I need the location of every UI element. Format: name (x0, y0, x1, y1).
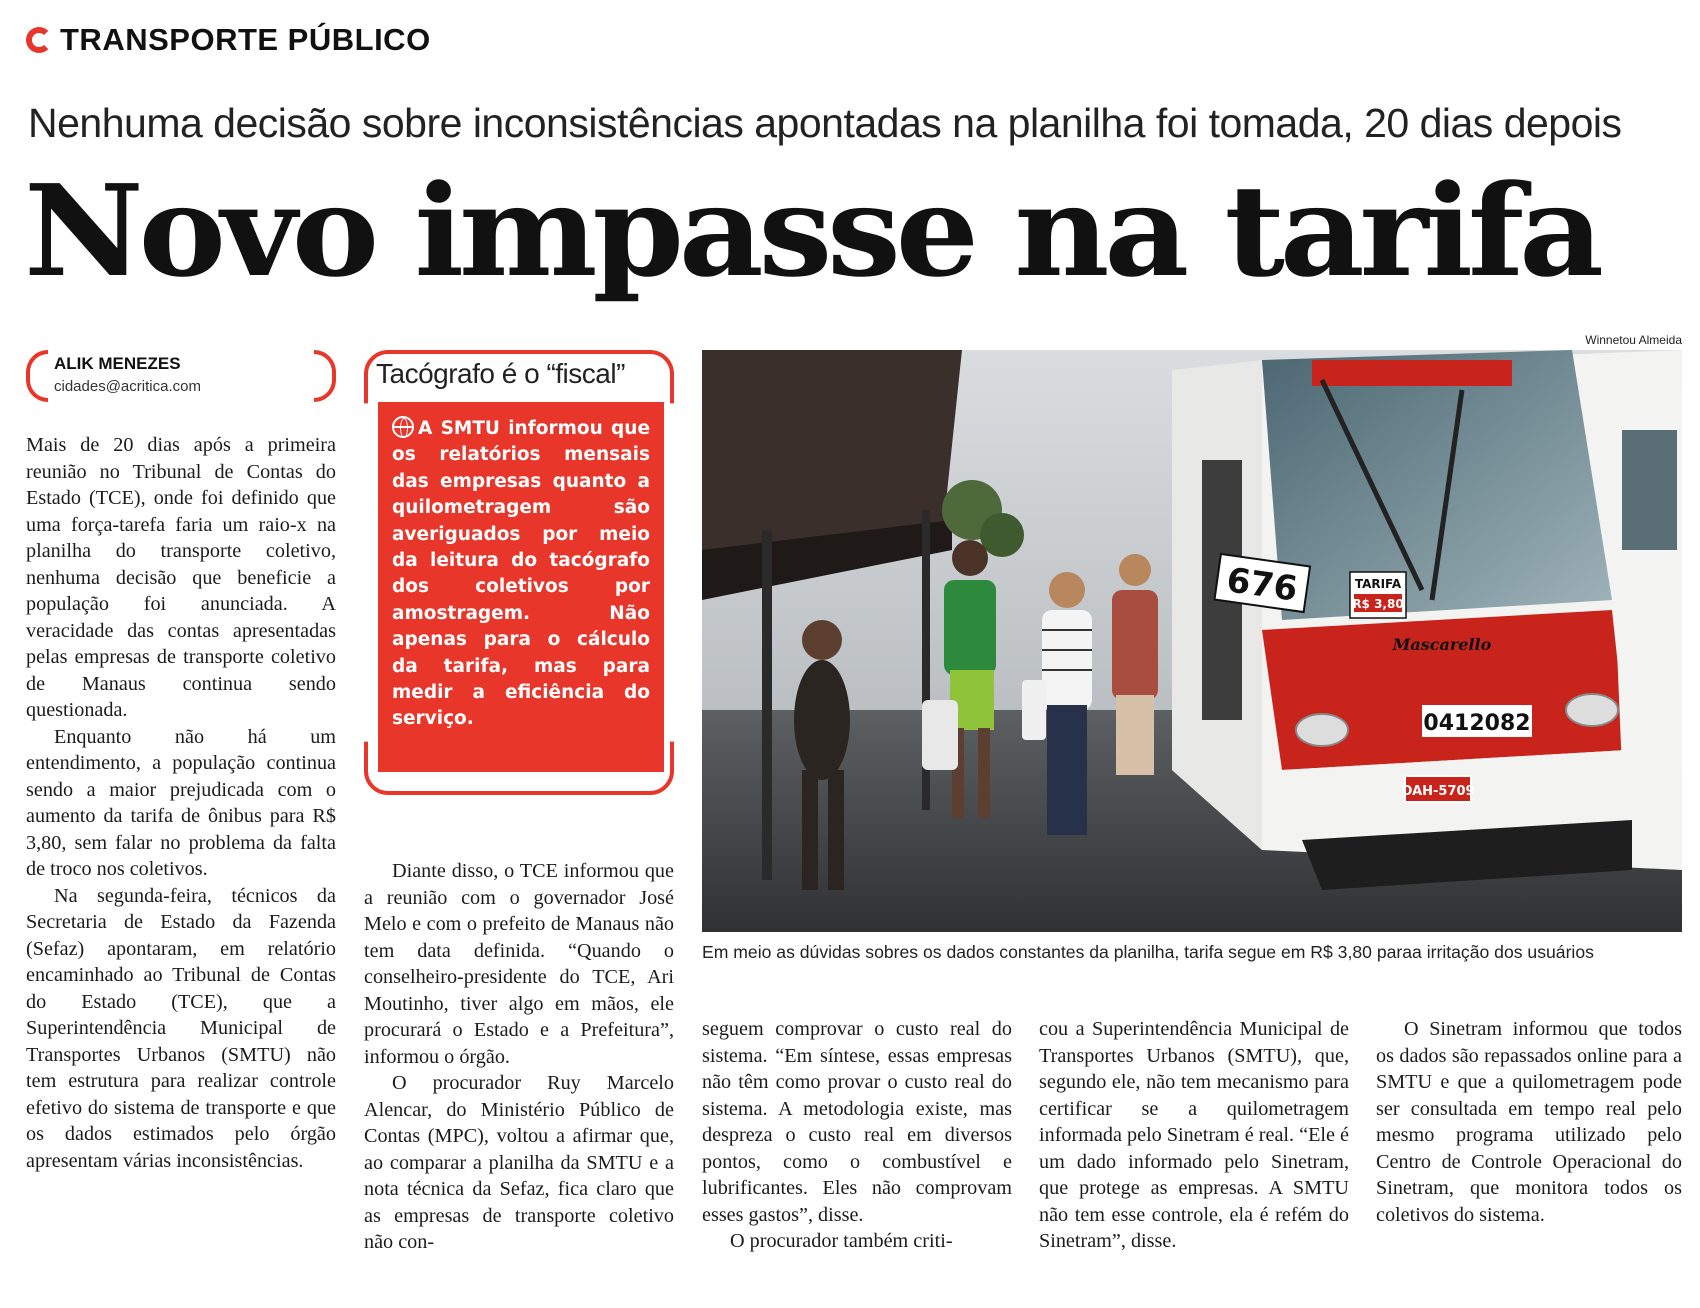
section-logo-icon (26, 27, 52, 53)
sidebar-content (378, 402, 664, 772)
paragraph: O Sinetram informou que todos os dados são repassados online para a SMTU e que a quilometragem pode ser consultada em tempo real pelo mesmo programa utilizado pelo Centro de Controle Operacional do Sinetram, que monitora todos os coletivos do sistema. (1376, 1018, 1682, 1226)
bus-brand: Mascarello (1392, 635, 1492, 654)
paragraph: O procurador também criti- (730, 1230, 953, 1252)
sidebar-text-block (392, 416, 650, 733)
paragraph: Na segunda-feira, técnicos da Secretaria de Estado da Fazenda (Sefaz) apontaram, em relatório encaminhado ao Tribunal de Contas do Estado (TCE), que a Superintendência Municipal de Transportes Urbanos (SMTU) não tem estrutura para realizar controle efetivo do sistema de transporte e que os dados estimados pelo órgão apresentam várias inconsistências. (26, 884, 336, 1172)
article-column-4 (1039, 1016, 1349, 1255)
sidebar-text: A SMTU informou que os relatórios mensais das empresas quanto a quilometragem são averiguados por meio da leitura do tacógrafo dos coletivos por amostragem. Não apenas para o cálculo da tarifa, mas para medir a eficiência do serviço. (392, 418, 650, 730)
bus-fare: R$ 3,80 (1352, 597, 1404, 611)
byline-email[interactable]: cidades@acritica.com (54, 378, 201, 395)
byline-bracket-left (26, 350, 48, 402)
byline-author: ALIK MENEZES (54, 354, 181, 373)
paragraph: O procurador Ruy Marcelo Alencar, do Ministério Público de Contas (MPC), voltou a afirmar que, ao comparar a planilha da SMTU e a nota técnica da Sefaz, fica claro que as empresas de transporte coletivo não con- (364, 1072, 674, 1253)
paragraph: seguem comprovar o custo real do sistema. “Em síntese, essas empresas não têm como provar o custo real do sistema. A metodologia existe, mas despreza o custo real em diversos pontos, como o combustível e lubrificantes. Eles não comprovam esses gastos”, disse. (702, 1018, 1012, 1226)
article-column-1 (26, 432, 336, 1174)
article-column-2 (364, 858, 674, 1256)
globe-icon (392, 416, 414, 438)
bus-fare-label: TARIFA (1354, 577, 1402, 591)
paragraph: Mais de 20 dias após a primeira reunião no Tribunal de Contas do Estado (TCE), onde foi definido que uma força-tarefa faria um raio-x na planilha do transporte coletivo, nenhuma decisão que beneficie a população foi anunciada. A veracidade das contas apresentadas pelas empresas de transporte coletivo de Manaus continua sendo questionada. (26, 434, 336, 721)
bus-fleet-number: 0412082 (1423, 711, 1531, 736)
photo-credit: Winnetou Almeida (1585, 333, 1682, 347)
byline-bracket-right (314, 350, 336, 402)
headline: Novo impasse na tarifa (24, 157, 1599, 305)
section-title: TRANSPORTE PÚBLICO (60, 22, 431, 57)
bus-photo-illustration (702, 350, 1682, 932)
bus-plate: OAH-5709 (1401, 784, 1475, 799)
paragraph: Enquanto não há um entendimento, a população continua sendo a maior prejudicada com o aumento da tarifa de ônibus para R$ 3,80, sem falar no problema da falta de troco nos coletivos. (26, 725, 336, 880)
article-column-5 (1376, 1016, 1682, 1228)
sidebar-box (364, 350, 674, 795)
article-column-3 (702, 1016, 1012, 1255)
byline (26, 350, 336, 402)
sidebar-title: Tacógrafo é o “fiscal” (376, 358, 631, 390)
paragraph: Diante disso, o TCE informou que a reunião com o governador José Melo e com o prefeito de Manaus não tem data definida. “Quando o conselheiro-presidente do TCE, Ari Moutinho, tiver algo em mãos, ele procurará o Estado e a Prefeitura”, informou o órgão. (364, 860, 674, 1068)
bus-number: 676 (1224, 560, 1300, 610)
deck: Nenhuma decisão sobre inconsistências apontadas na planilha foi tomada, 20 dias depois (28, 100, 1622, 146)
section-header (26, 22, 431, 58)
bus-photo (702, 350, 1682, 932)
paragraph: cou a Superintendência Municipal de Transportes Urbanos (SMTU), que, segundo ele, não tem mecanismo para certificar se a quilometragem informada pelo Sinetram é real. “Ele é um dado informado pelo Sinetram, que protege as empresas. A SMTU não tem esse controle, ela é refém do Sinetram”, disse. (1039, 1018, 1349, 1252)
photo-caption: Em meio as dúvidas sobres os dados constantes da planilha, tarifa segue em R$ 3,80 paraa irritação dos usuários (702, 942, 1594, 962)
